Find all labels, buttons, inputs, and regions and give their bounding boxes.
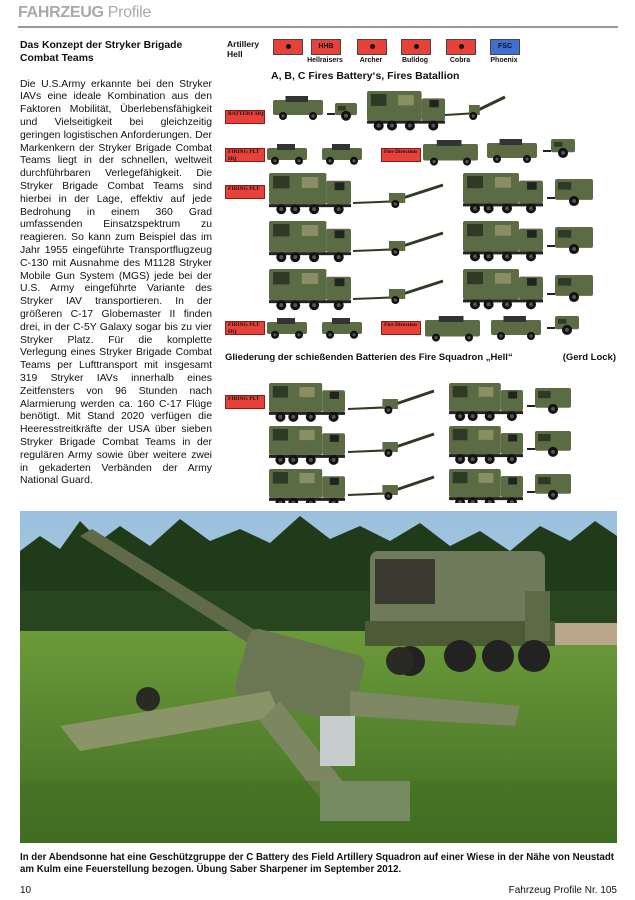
- truck-icon: [269, 173, 351, 214]
- flag-fsc-icon: FSC: [490, 39, 520, 55]
- humvee-icon: [273, 96, 323, 120]
- truck-icon: [449, 383, 523, 421]
- humvee-icon: [487, 139, 537, 163]
- page-number: 10: [20, 885, 32, 896]
- tag-battery-hq: BATTERY HQ: [225, 110, 265, 124]
- humvee-icon: [267, 318, 307, 339]
- howitzer-icon: [353, 281, 443, 304]
- howitzer-icon: [348, 391, 434, 414]
- truck-icon: [269, 221, 351, 262]
- magazine-title: FAHRZEUG Profile: [18, 4, 152, 21]
- trailer-icon: [543, 139, 575, 158]
- truck-icon: [463, 221, 543, 261]
- flag-label: Phoenix: [490, 57, 518, 64]
- flag-label: Cobra: [449, 57, 471, 64]
- trailer-icon: [327, 103, 357, 121]
- humvee-icon: [423, 140, 478, 166]
- photo-credit: (Gerd Lock): [562, 352, 616, 363]
- tag-fire-direction: Fire Direction: [381, 321, 421, 335]
- article-body: Die U.S.Army erkannte bei den Stryker IAVs eine ideale Kombination aus den Faktoren Mobilität, Überlebensfähigkeit und Vielseitigkeit bei gleichzeitig geringen logistischen Anforderungen. Der Markenkern der Stryker Brigade Combat Teams liegt in der schnellen, weltweit durchführbaren Verlegefähigkeit. Die Stryker Brigade Combat Teams sind hierbei in der Lage, effektiv auf jede Bedrohung in einem 360 Grad umfassenden Einsatzspektrum zu reagieren. So kann zum Beispiel das im Jahr 1955 eingeführte Transportflugzeug C-130 mit Ausnahme des M1128 Stryker Mobile Gun System (MGS) jede bei der U.S. Army eingeführte Variante des Stryker IAV transportieren. In der größeren C-17 Globemaster II finden drei, in der C-5Y Galaxy sogar bis zu vier Stryker Platz. Für die komplette Verlegung eines Stryker Brigade Combat Teams per Lufttransport mit insgesamt 319 Stryker IAVs innerhalb eines Zeitfensters von 96 Stunden nach Alarmierung werden ca. 160 C-17 Flüge benötigt. Mit Stand 2020 verfügen die Heeresstreitkräfte der USA über sieben Stryker Brigade Combat Teams in der regulären Army sowie über weitere zwei in gekaderten Verbänden der Army National Guard.: [20, 78, 212, 487]
- humvee-icon: [425, 316, 480, 342]
- howitzer-icon: [353, 233, 443, 256]
- artillery-hell-label: Artillery Hell: [227, 39, 260, 59]
- article-column: [20, 40, 212, 488]
- flag-label: Bulldog: [401, 57, 429, 64]
- truck-icon: [463, 269, 543, 309]
- tag-fire-direction: Fire Direction: [381, 148, 421, 162]
- tag-firing-plt: FIRING PLT: [225, 185, 265, 199]
- tag-firing-plt-hq: FIRING PLT HQ: [225, 321, 265, 335]
- magazine-issue: Fahrzeug Profile Nr. 105: [508, 885, 617, 896]
- howitzer-icon: [348, 434, 434, 457]
- trailer-icon: [527, 388, 571, 414]
- vehicle-illustrations: [225, 33, 620, 503]
- truck-icon: [463, 173, 543, 213]
- howitzer-icon: [353, 185, 443, 208]
- page-header: [18, 4, 618, 28]
- diagram-caption: Gliederung der schießenden Batterien des Fire Squadron „Hell“ (Gerd Lock): [225, 352, 616, 363]
- flag-label: Archer: [359, 57, 383, 64]
- trailer-icon: [547, 179, 593, 206]
- tag-firing-plt-hq: FIRING PLT HQ: [225, 148, 265, 162]
- howitzer-icon: [348, 477, 434, 500]
- truck-icon: [269, 383, 345, 422]
- trailer-icon: [527, 474, 571, 500]
- fires-battery-title: A, B, C Fires Battery‘s, Fires Batallion: [271, 70, 460, 82]
- trailer-icon: [527, 431, 571, 457]
- trailer-icon: [547, 275, 593, 302]
- humvee-icon: [267, 144, 307, 165]
- howitzer-photo: [20, 511, 617, 843]
- truck-icon: [269, 426, 345, 465]
- article-heading: Das Konzept der Stryker Brigade Combat Teams: [20, 40, 183, 64]
- tag-firing-plt: FIRING PLT: [225, 395, 265, 409]
- humvee-icon: [322, 144, 362, 165]
- flag-hhb-icon: HHB: [311, 39, 341, 55]
- humvee-icon: [322, 318, 362, 339]
- truck-icon: [449, 469, 523, 503]
- howitzer-icon: [445, 97, 505, 120]
- trailer-icon: [547, 227, 593, 254]
- truck-icon: [367, 91, 445, 131]
- trailer-icon: [547, 316, 579, 335]
- truck-icon: [269, 469, 345, 503]
- organization-diagram: [225, 33, 620, 503]
- truck-icon: [449, 426, 523, 464]
- photo-caption: In der Abendsonne hat eine Geschützgruppe der C Battery des Field Artillery Squadron auf einer Wiese in der Nähe von Neustadt am Kulm eine Feuerstellung bezogen. Übung Saber Sharpener im September 2012.: [20, 852, 615, 875]
- truck-icon: [269, 269, 351, 310]
- humvee-icon: [491, 316, 541, 340]
- flag-label: Hellraisers: [307, 57, 343, 64]
